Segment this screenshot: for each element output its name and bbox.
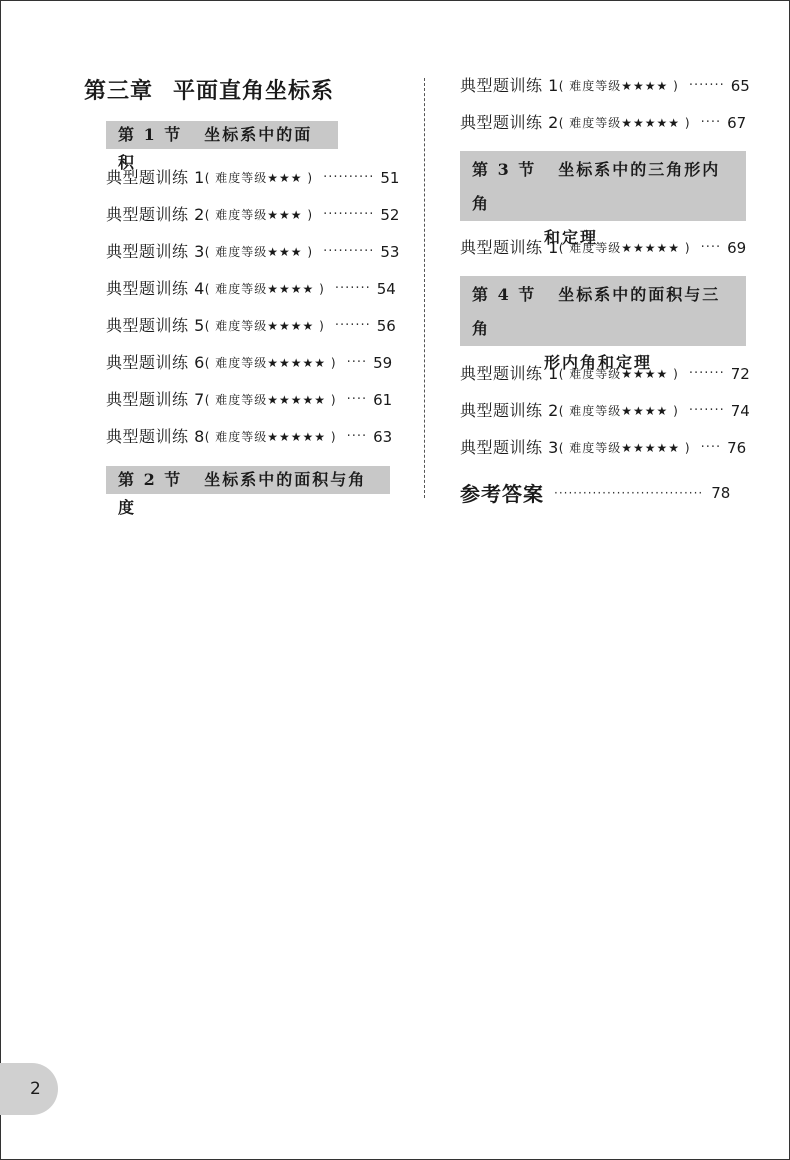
section-4-header[interactable] xyxy=(460,276,746,372)
leader-dots: ······· xyxy=(688,366,725,381)
leader-dots: ······· xyxy=(334,318,371,333)
section-2-title: 坐标系中的面积与角度 xyxy=(118,470,367,517)
entry-page-number: 56 xyxy=(376,317,396,335)
leader-dots: ······· xyxy=(688,78,725,93)
section-3-header[interactable] xyxy=(460,151,746,247)
leader-dots: ···· xyxy=(700,440,722,455)
difficulty-rating: ( 难度等级★★★★★ ) xyxy=(204,356,337,370)
entry-label: 典型题训练 1 xyxy=(460,238,559,257)
toc-entry[interactable] xyxy=(460,399,750,423)
answers-label: 参考答案 xyxy=(460,482,544,506)
entry-page-number: 72 xyxy=(730,365,750,383)
entry-label: 典型题训练 8 xyxy=(106,427,205,446)
difficulty-rating: ( 难度等级★★★★ ) xyxy=(558,79,679,93)
section-1-title: 坐标系中的面积 xyxy=(118,125,313,172)
leader-dots: ···· xyxy=(346,355,368,370)
entry-label: 典型题训练 2 xyxy=(460,113,559,132)
entry-label: 典型题训练 1 xyxy=(106,168,205,187)
toc-entry[interactable] xyxy=(460,111,746,135)
difficulty-rating: ( 难度等级★★★★★ ) xyxy=(558,441,691,455)
section-1-number: 第 1 节 xyxy=(118,125,183,144)
entry-page-number: 61 xyxy=(373,391,393,409)
toc-entry[interactable] xyxy=(106,203,399,227)
leader-dots: ·········· xyxy=(323,244,375,259)
difficulty-rating: ( 难度等级★★★ ) xyxy=(204,171,314,185)
toc-left-column xyxy=(84,0,406,520)
entry-page-number: 52 xyxy=(380,206,400,224)
entry-page-number: 51 xyxy=(380,169,400,187)
section-2-number: 第 2 节 xyxy=(118,470,183,489)
toc-entry[interactable] xyxy=(460,236,746,260)
difficulty-rating: ( 难度等级★★★ ) xyxy=(204,245,314,259)
difficulty-rating: ( 难度等级★★★★ ) xyxy=(558,367,679,381)
entry-label: 典型题训练 2 xyxy=(460,401,559,420)
leader-dots: ···· xyxy=(700,115,722,130)
toc-entry[interactable] xyxy=(106,388,392,412)
section-3-title-line2: 和定理 xyxy=(544,228,599,247)
column-divider xyxy=(424,78,425,498)
entry-label: 典型题训练 6 xyxy=(106,353,205,372)
entry-label: 典型题训练 4 xyxy=(106,279,205,298)
difficulty-rating: ( 难度等级★★★★★ ) xyxy=(558,241,691,255)
toc-entry-answers[interactable] xyxy=(460,478,760,507)
toc-entry[interactable] xyxy=(460,362,750,386)
entry-label: 典型题训练 7 xyxy=(106,390,205,409)
section-4-number: 第 4 节 xyxy=(472,285,537,304)
toc-entry[interactable] xyxy=(106,314,396,338)
toc-entry[interactable] xyxy=(106,277,396,301)
leader-dots: ···· xyxy=(346,392,368,407)
entry-page-number: 63 xyxy=(373,428,393,446)
section-2-header[interactable] xyxy=(106,466,390,517)
difficulty-rating: ( 难度等级★★★★ ) xyxy=(558,404,679,418)
entry-label: 典型题训练 3 xyxy=(106,242,205,261)
difficulty-rating: ( 难度等级★★★★★ ) xyxy=(204,393,337,407)
leader-dots: ······························· xyxy=(554,485,704,500)
section-4-title-line2: 形内角和定理 xyxy=(544,353,653,372)
entry-page-number: 59 xyxy=(373,354,393,372)
section-1-header[interactable] xyxy=(106,121,338,172)
difficulty-rating: ( 难度等级★★★★★ ) xyxy=(204,430,337,444)
chapter-name: 平面直角坐标系 xyxy=(173,78,335,104)
leader-dots: ······· xyxy=(688,403,725,418)
section-3-number: 第 3 节 xyxy=(472,160,537,179)
leader-dots: ···· xyxy=(700,240,722,255)
difficulty-rating: ( 难度等级★★★★★ ) xyxy=(558,116,691,130)
toc-entry[interactable] xyxy=(106,425,392,449)
entry-label: 典型题训练 2 xyxy=(106,205,205,224)
entry-label: 典型题训练 1 xyxy=(460,364,559,383)
chapter-title xyxy=(84,74,334,105)
difficulty-rating: ( 难度等级★★★ ) xyxy=(204,208,314,222)
leader-dots: ···· xyxy=(346,429,368,444)
entry-page-number: 65 xyxy=(730,77,750,95)
leader-dots: ······· xyxy=(334,281,371,296)
section-3-title-line1: 坐标系中的三角形内角 xyxy=(472,160,721,213)
entry-label: 典型题训练 5 xyxy=(106,316,205,335)
leader-dots: ·········· xyxy=(323,170,375,185)
entry-label: 典型题训练 3 xyxy=(460,438,559,457)
difficulty-rating: ( 难度等级★★★★ ) xyxy=(204,282,325,296)
toc-entry[interactable] xyxy=(460,436,746,460)
toc-entry[interactable] xyxy=(106,240,399,264)
entry-page-number: 67 xyxy=(727,114,747,132)
entry-page-number: 54 xyxy=(376,280,396,298)
entry-page-number: 53 xyxy=(380,243,400,261)
entry-page-number: 76 xyxy=(727,439,747,457)
section-4-title-line1: 坐标系中的面积与三角 xyxy=(472,285,721,338)
chapter-number: 第三章 xyxy=(84,78,154,104)
difficulty-rating: ( 难度等级★★★★ ) xyxy=(204,319,325,333)
toc-entry[interactable] xyxy=(106,351,392,375)
toc-entry[interactable] xyxy=(460,74,750,98)
entry-page-number: 74 xyxy=(730,402,750,420)
toc-right-column xyxy=(460,0,760,520)
answers-page-number: 78 xyxy=(711,483,731,502)
entry-page-number: 69 xyxy=(727,239,747,257)
entry-label: 典型题训练 1 xyxy=(460,76,559,95)
leader-dots: ·········· xyxy=(323,207,375,222)
page-number: 2 xyxy=(30,1079,41,1099)
toc-entry[interactable] xyxy=(106,166,399,190)
page-number-tab xyxy=(0,1063,58,1115)
